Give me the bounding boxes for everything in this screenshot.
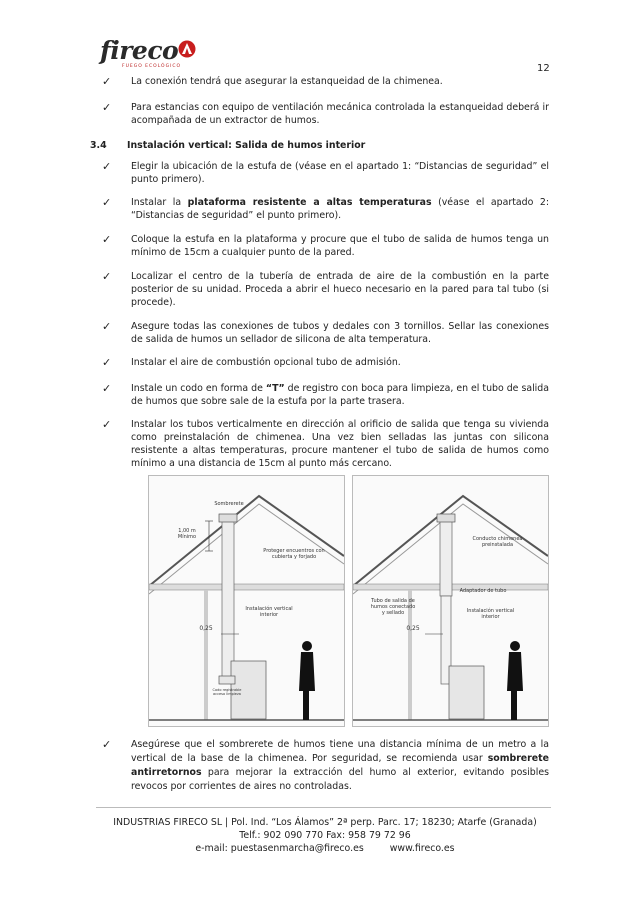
emphasis-text: sombrerete antirretornos <box>131 753 549 778</box>
footer-address: INDUSTRIAS FIRECO SL | Pol. Ind. “Los Álamos” 2ª perp. Parc. 17; 18230; Atarfe (Granada) <box>113 817 537 828</box>
list-item <box>103 382 549 409</box>
text-run: de registro con boca para limpieza, en el tubo de salida de humos que sobre sale de la estufa por la parte trasera. <box>131 383 549 407</box>
list-item <box>103 233 549 260</box>
logo-subtitle: FUEGO ECOLÓGICO <box>122 64 182 69</box>
footer-divider <box>96 807 551 808</box>
list-item-text: Instalar el aire de combustión opcional tubo de admisión. <box>131 357 401 368</box>
text-run: (véase el apartado 2: “Distancias de seguridad” el punto primero). <box>131 197 549 221</box>
checkmark-icon: ✓ <box>102 356 112 369</box>
list-item <box>103 101 549 128</box>
checkmark-icon: ✓ <box>102 233 112 246</box>
list-item-text: La conexión tendrá que asegurar la estanqueidad de la chimenea. <box>131 76 443 87</box>
list-item <box>103 418 549 472</box>
section-title: Instalación vertical: Salida de humos interior <box>127 140 366 151</box>
checkmark-icon: ✓ <box>102 160 112 173</box>
list-item-text: Elegir la ubicación de la estufa de (véase en el apartado 1: “Distancias de seguridad” el punto primero). <box>131 161 549 185</box>
fireco-logo <box>100 36 200 76</box>
label-distance: 0,25 <box>406 625 420 632</box>
page-number: 12 <box>537 63 550 74</box>
checkmark-icon: ✓ <box>102 75 112 88</box>
label-minimum: 1,00 m Mínimo <box>177 528 197 540</box>
list-item <box>103 738 549 794</box>
label-distance: 0,25 <box>199 625 213 632</box>
section-number: 3.4 <box>90 140 107 151</box>
list-item-text: Localizar el centro de la tubería de entrada de aire de la combustión en la parte posterior de su unidad. Proceda a abrir el hueco necesario en la pared para tal tubo (si procede). <box>131 271 549 308</box>
label-proteger: Proteger encuentros con cubierta y forjado <box>263 548 325 560</box>
checkmark-icon: ✓ <box>102 382 112 395</box>
checkmark-icon: ✓ <box>102 418 112 431</box>
list-item <box>103 356 549 370</box>
flame-logo-icon <box>178 38 196 60</box>
list-item <box>103 75 549 89</box>
checkmark-icon: ✓ <box>102 101 112 114</box>
list-item-text: Coloque la estufa en la plataforma y procure que el tubo de salida de humos tenga un mínimo de 15cm a cualquier punto de la pared. <box>131 234 549 258</box>
list-item-text <box>131 196 549 222</box>
text-run: Instale un codo en forma de <box>131 383 266 394</box>
footer-phone: Telf.: 902 090 770 Fax: 958 79 72 96 <box>239 830 411 841</box>
label-adaptador: Adaptador de tubo <box>459 588 507 594</box>
label-sombrerete: Sombrerete <box>214 501 244 507</box>
footer-website[interactable]: www.fireco.es <box>389 843 455 854</box>
diagram-left <box>148 475 345 727</box>
text-run: para mejorar la extracción del humo al exterior, evitando posibles revocos por corrientes de aires no controladas. <box>131 767 549 792</box>
list-item <box>103 320 549 347</box>
checkmark-icon: ✓ <box>102 270 112 283</box>
emphasis-text: plataforma resistente a altas temperaturas <box>187 197 432 208</box>
label-tubo-salida: Tubo de salida de humos conectado y sellado <box>370 598 416 616</box>
emphasis-text: “T” <box>265 383 285 394</box>
list-item <box>103 196 549 223</box>
logo-wordmark: fireco <box>100 36 179 65</box>
label-instalacion: Instalación vertical interior <box>245 606 293 618</box>
footer-email[interactable]: e-mail: puestasenmarcha@fireco.es <box>195 843 364 854</box>
list-item <box>103 270 549 310</box>
label-codo: Codo registrable acceso limpieza <box>212 688 242 696</box>
text-run: Asegúrese que el sombrerete de humos tiene una distancia mínima de un metro a la vertical de la base de la chimenea. Por seguridad, se recomienda usar <box>131 739 549 764</box>
list-item-text <box>131 382 549 408</box>
list-item-text <box>131 738 549 794</box>
checkmark-icon: ✓ <box>102 738 112 751</box>
list-item-text: Asegure todas las conexiones de tubos y dedales con 3 tornillos. Sellar las conexiones de salida de humos un sellador de silicona de alta temperatura. <box>131 321 549 345</box>
diagram-right <box>352 475 549 727</box>
list-item <box>103 160 549 187</box>
label-instalacion: Instalación vertical interior <box>466 608 515 620</box>
checkmark-icon: ✓ <box>102 320 112 333</box>
list-item-text: Para estancias con equipo de ventilación mecánica controlada la estanqueidad deberá ir acompañada de un extractor de humos. <box>131 102 549 126</box>
label-conducto: Conducto chimenea preinstalada <box>472 536 523 548</box>
text-run: Instalar la <box>131 197 188 208</box>
footer-contact <box>90 843 560 855</box>
checkmark-icon: ✓ <box>102 196 112 209</box>
list-item-text: Instalar los tubos verticalmente en dirección al orificio de salida que tenga su vivienda como preinstalación de chimenea. Una vez bien selladas las juntas con silicona resistente a altas temperaturas, procure mantener el tubo de salida de humos como mínimo a una distancia de 15cm al punto más cercano. <box>131 419 549 469</box>
